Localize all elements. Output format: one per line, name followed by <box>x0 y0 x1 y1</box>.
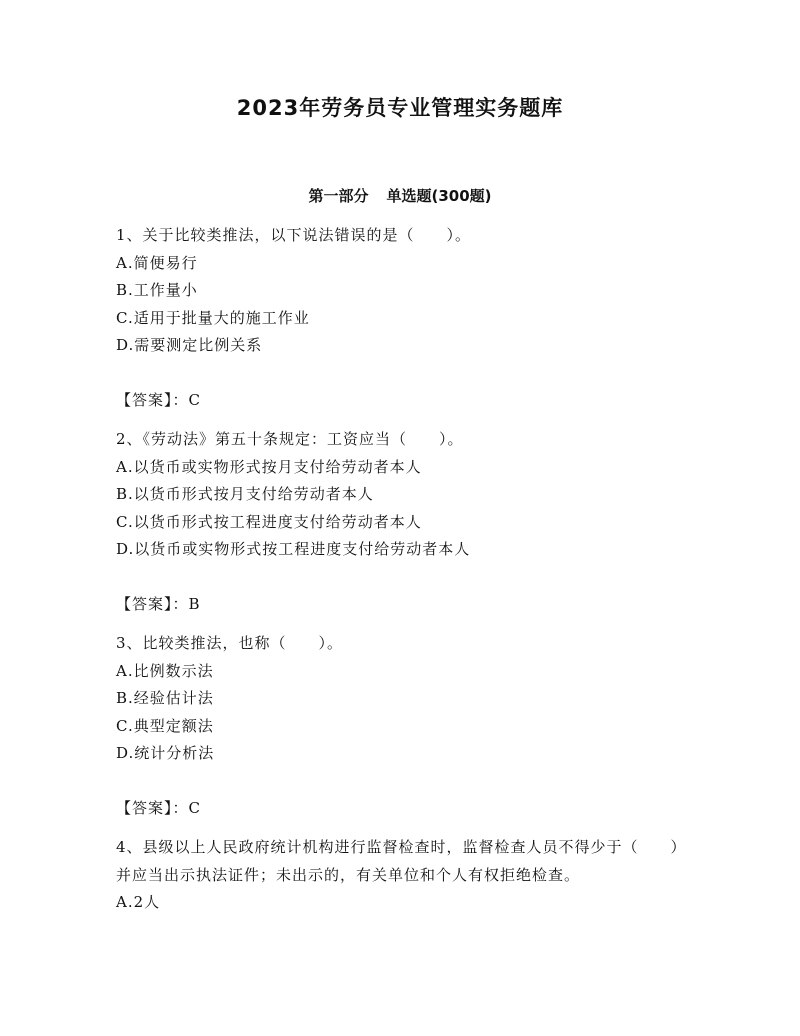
option-a: A.比例数示法 <box>116 661 214 680</box>
answer-value: C <box>188 390 201 409</box>
answer-line <box>116 591 696 619</box>
option-b: B.经验估计法 <box>116 689 214 707</box>
answer-label: 【答案】： <box>116 390 189 409</box>
option-c: C.适用于批量大的施工作业 <box>116 308 310 327</box>
question-stem: 2、《劳动法》第五十条规定：工资应当（ ）。 <box>116 430 464 448</box>
question-stem: 4、县级以上人民政府统计机构进行监督检查时，监督检查人员不得少于（ ）并应当出示执法证件；未出示的，有关单位和个人有权拒绝检查。 <box>116 838 687 884</box>
option-d: D.需要测定比例关系 <box>116 336 263 354</box>
option-a: A.以货币或实物形式按月支付给劳动者本人 <box>116 457 422 476</box>
option-a: A.简便易行 <box>116 253 198 272</box>
answer-line <box>116 387 696 415</box>
question-list <box>116 222 696 917</box>
answer-value: B <box>188 594 201 613</box>
option-c: C.以货币形式按工程进度支付给劳动者本人 <box>116 512 422 531</box>
option-b: B.以货币形式按月支付给劳动者本人 <box>116 485 374 503</box>
option-c: C.典型定额法 <box>116 716 214 735</box>
question-3 <box>116 630 696 822</box>
answer-value: C <box>188 798 201 817</box>
question-1 <box>116 222 696 414</box>
option-a: A.2人 <box>116 893 161 911</box>
question-2 <box>116 426 696 618</box>
answer-line <box>116 795 696 823</box>
question-stem: 1、关于比较类推法，以下说法错误的是（ ）。 <box>116 226 472 244</box>
answer-label: 【答案】： <box>116 594 189 613</box>
option-b: B.工作量小 <box>116 281 198 299</box>
section-part: 第一部分 <box>308 187 369 205</box>
section-heading <box>0 185 800 206</box>
option-d: D.统计分析法 <box>116 744 215 762</box>
question-4 <box>116 834 696 917</box>
answer-label: 【答案】： <box>116 798 189 817</box>
question-stem: 3、比较类推法，也称（ ）。 <box>116 634 344 652</box>
option-d: D.以货币或实物形式按工程进度支付给劳动者本人 <box>116 540 471 558</box>
section-title: 单选题(300题) <box>386 187 492 205</box>
document-title: 2023年劳务员专业管理实务题库 <box>236 96 564 120</box>
